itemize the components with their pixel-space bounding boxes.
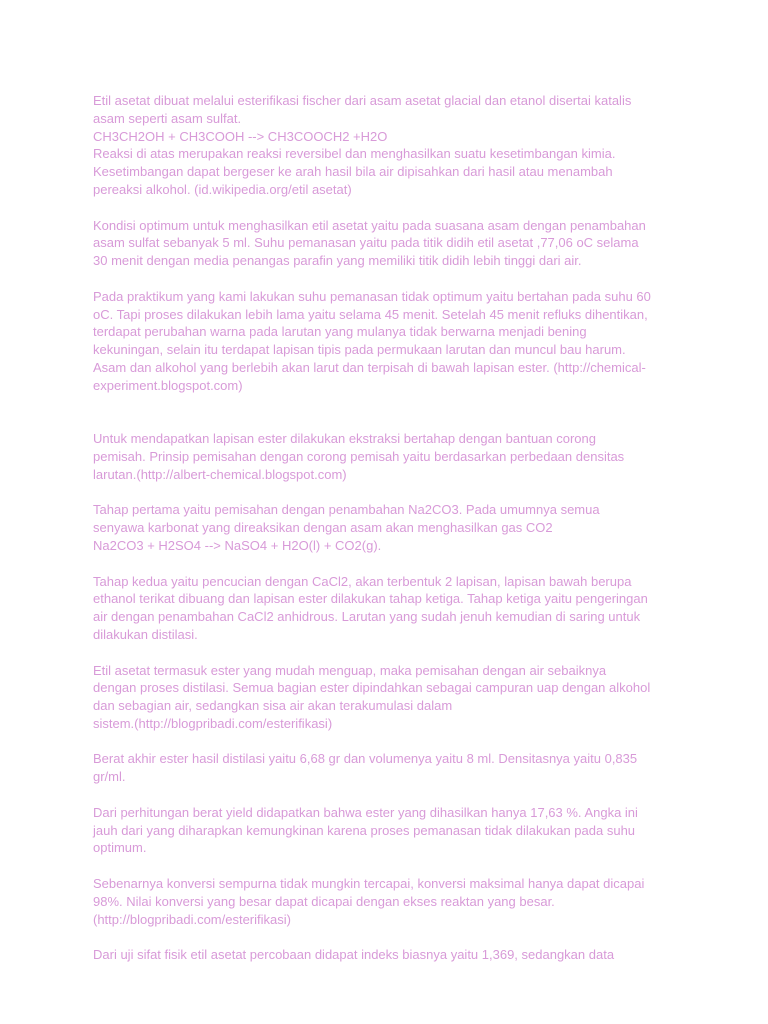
text-line: Asam dan alkohol yang berlebih akan larut dan terpisah di bawah lapisan ester. (http://chemical- — [93, 359, 646, 375]
text-line: Kesetimbangan dapat bergeser ke arah hasil bila air dipisahkan dari hasil atau menambah — [93, 164, 613, 180]
paragraph — [93, 804, 683, 857]
text-line: oC. Tapi proses dilakukan lebih lama yaitu selama 45 menit. Setelah 45 menit refluks dihentikan, — [93, 306, 648, 322]
text-line: CH3CH2OH + CH3COOH --> CH3COOCH2 +H2O — [93, 128, 388, 144]
paragraph — [93, 430, 683, 483]
text-line: larutan.(http://albert-chemical.blogspot.com) — [93, 466, 347, 482]
paragraph — [93, 573, 683, 644]
paragraph — [93, 92, 683, 199]
text-line: dilakukan distilasi. — [93, 626, 198, 642]
text-line: Tahap pertama yaitu pemisahan dengan penambahan Na2CO3. Pada umumnya semua — [93, 502, 600, 518]
paragraph — [93, 875, 683, 928]
paragraph — [93, 750, 683, 786]
text-line: Etil asetat termasuk ester yang mudah menguap, maka pemisahan dengan air sebaiknya — [93, 662, 607, 678]
text-line: dengan proses distilasi. Semua bagian ester dipindahkan sebagai campuran uap dengan alkohol — [93, 680, 651, 696]
text-line: Na2CO3 + H2SO4 --> NaSO4 + H2O(l) + CO2(g). — [93, 537, 382, 553]
text-line: Dari uji sifat fisik etil asetat percobaan didapat indeks biasnya yaitu 1,369, sedangkan data — [93, 947, 615, 963]
text-line: terdapat perubahan warna pada larutan yang mulanya tidak berwarna menjadi bening — [93, 324, 587, 340]
text-line: air dengan penambahan CaCl2 anhidrous. Larutan yang sudah jenuh kemudian di saring untuk — [93, 609, 641, 625]
document-page — [93, 92, 683, 982]
text-line: kekuningan, selain itu terdapat lapisan tipis pada permukaan larutan dan muncul bau harum. — [93, 342, 626, 358]
text-line: asam sulfat sebanyak 5 ml. Suhu pemanasan yaitu pada titik didih etil asetat ,77,06 oC selama — [93, 235, 639, 251]
text-line: experiment.blogspot.com) — [93, 377, 243, 393]
text-line: optimum. — [93, 840, 147, 856]
text-line: Pada praktikum yang kami lakukan suhu pemanasan tidak optimum yaitu bertahan pada suhu 60 — [93, 288, 651, 304]
text-line: pemisah. Prinsip pemisahan dengan corong pemisah yaitu berdasarkan perbedaan densitas — [93, 448, 625, 464]
text-line: 98%. Nilai konversi yang besar dapat dicapai dengan ekses reaktan yang besar. — [93, 893, 555, 909]
paragraph — [93, 217, 683, 270]
text-line: Reaksi di atas merupakan reaksi reversibel dan menghasilkan suatu kesetimbangan kimia. — [93, 146, 616, 162]
text-line: Etil asetat dibuat melalui esterifikasi fischer dari asam asetat glacial dan etanol disertai katalis — [93, 93, 632, 108]
text-line: asam seperti asam sulfat. — [93, 110, 242, 126]
text-line: Sebenarnya konversi sempurna tidak mungkin tercapai, konversi maksimal hanya dapat dicapai — [93, 876, 645, 892]
text-line: Tahap kedua yaitu pencucian dengan CaCl2, akan terbentuk 2 lapisan, lapisan bawah berupa — [93, 573, 632, 589]
text-line: ethanol terikat dibuang dan lapisan ester dilakukan tahap ketiga. Tahap ketiga yaitu pengeringan — [93, 591, 648, 607]
text-line: senyawa karbonat yang direaksikan dengan asam akan menghasilkan gas CO2 — [93, 520, 553, 536]
text-line: gr/ml. — [93, 769, 126, 785]
text-line: dan sebagian air, sedangkan sisa air akan terakumulasi dalam — [93, 698, 453, 714]
paragraph-spacer — [93, 412, 683, 430]
text-line: sistem.(http://blogpribadi.com/esterifikasi) — [93, 715, 333, 731]
text-line: jauh dari yang diharapkan kemungkinan karena proses pemanasan tidak dilakukan pada suhu — [93, 822, 636, 838]
text-line: Berat akhir ester hasil distilasi yaitu 6,68 gr dan volumenya yaitu 8 ml. Densitasnya yaitu 0,835 — [93, 751, 638, 767]
text-line: (http://blogpribadi.com/esterifikasi) — [93, 911, 291, 927]
text-line: Dari perhitungan berat yield didapatkan bahwa ester yang dihasilkan hanya 17,63 %. Angka ini — [93, 804, 638, 820]
text-line: Untuk mendapatkan lapisan ester dilakukan ekstraksi bertahap dengan bantuan corong — [93, 431, 597, 447]
paragraph — [93, 662, 683, 733]
paragraph — [93, 288, 683, 395]
text-line: Kondisi optimum untuk menghasilkan etil asetat yaitu pada suasana asam dengan penambahan — [93, 217, 646, 233]
text-line: pereaksi alkohol. (id.wikipedia.org/etil asetat) — [93, 181, 352, 197]
paragraph — [93, 501, 683, 554]
paragraph — [93, 946, 683, 964]
text-line: 30 menit dengan media penangas parafin yang memiliki titik didih lebih tinggi dari air. — [93, 253, 582, 269]
